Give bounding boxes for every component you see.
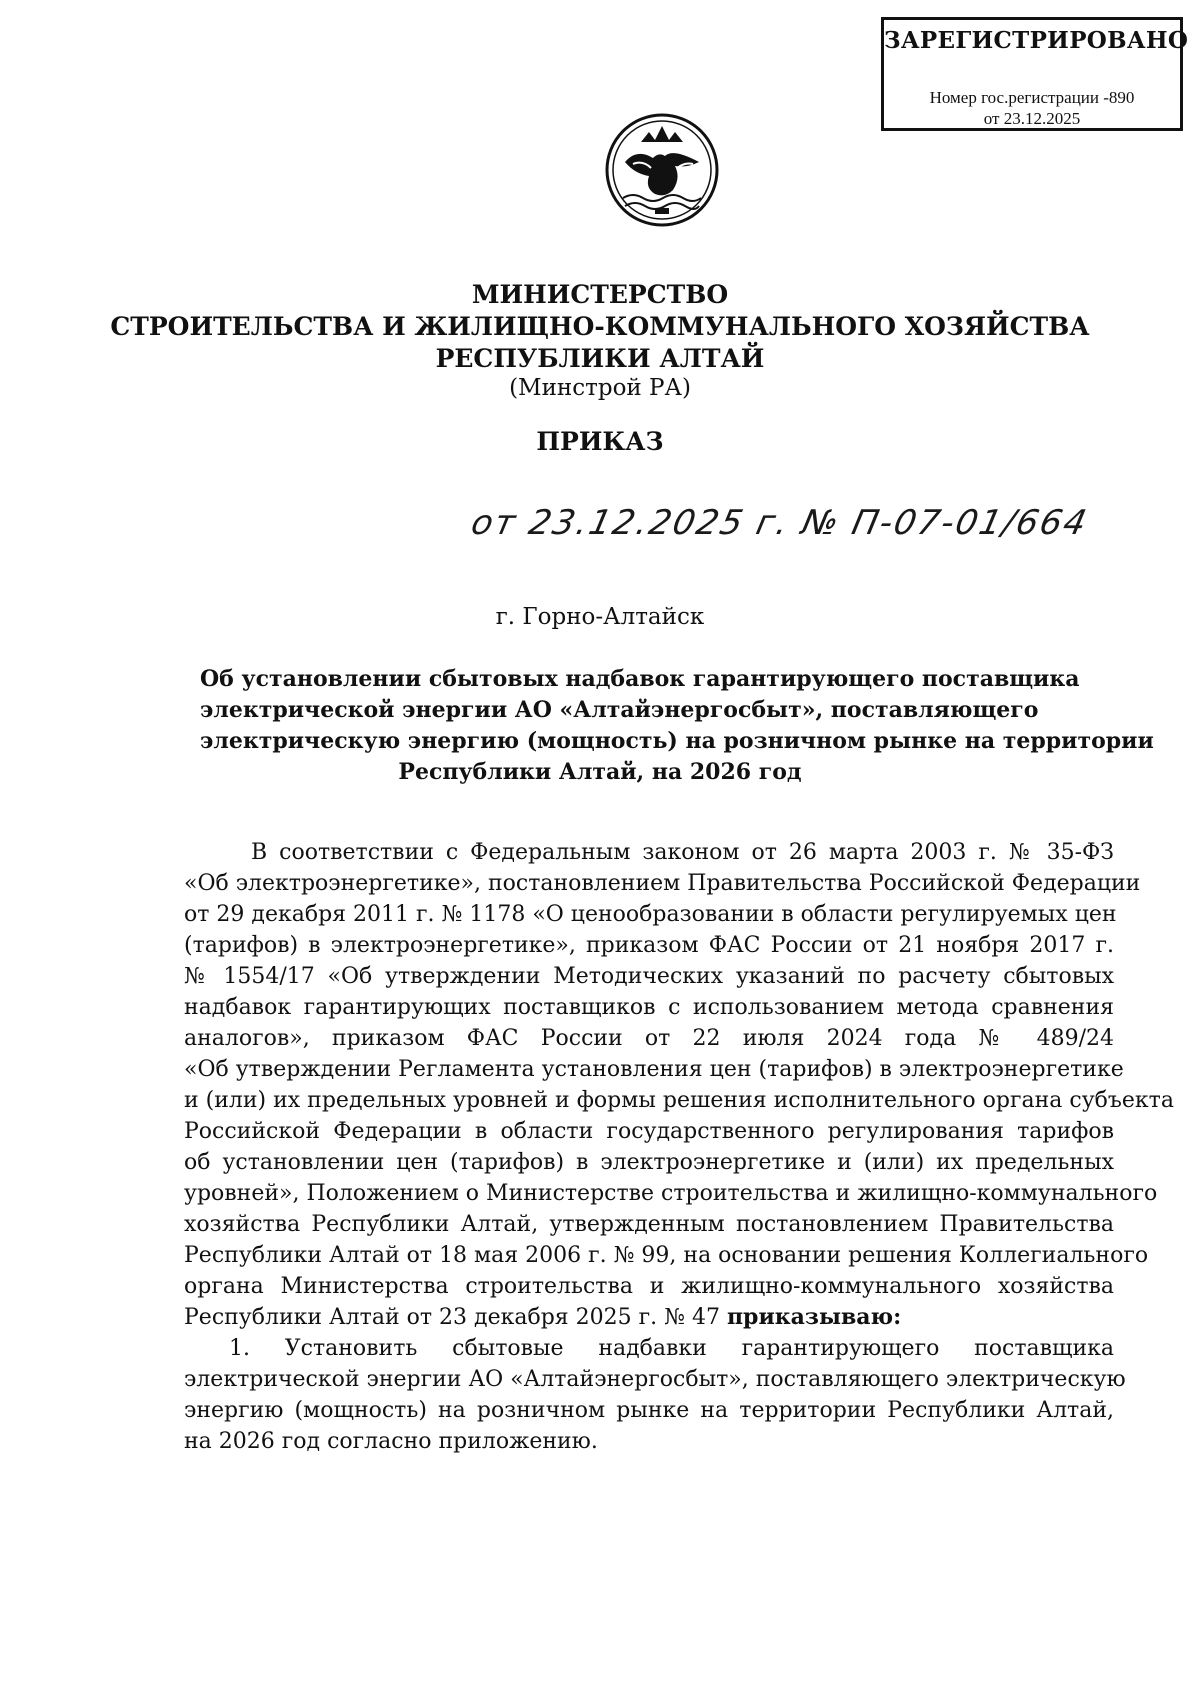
body-line: об установлении цен (тарифов) в электроэнергетике и (или) их предельных	[184, 1150, 1114, 1175]
ministry-abbreviation: (Минстрой РА)	[509, 375, 691, 401]
item-line: 1. Установить сбытовые надбавки гарантирующего поставщика	[229, 1336, 1114, 1361]
body-line: «Об электроэнергетике», постановлением Правительства Российской Федерации	[184, 871, 1141, 896]
coat-of-arms-icon	[603, 112, 721, 228]
stamp-title: ЗАРЕГИСТРИРОВАНО	[884, 27, 1189, 54]
body-line-final	[184, 1302, 1114, 1333]
document-type: ПРИКАЗ	[536, 427, 664, 456]
item-line: электрической энергии АО «Алтайэнергосбыт», поставляющего электрическую	[184, 1367, 1126, 1392]
body-line: Республики Алтай от 18 мая 2006 г. № 99, на основании решения Коллегиального	[184, 1243, 1149, 1268]
ministry-name: СТРОИТЕЛЬСТВА И ЖИЛИЩНО-КОММУНАЛЬНОГО ХОЗЯЙСТВА	[110, 312, 1090, 341]
body-line: аналогов», приказом ФАС России от 22 июля 2024 года № 489/24	[184, 1026, 1114, 1051]
body-line: от 29 декабря 2011 г. № 1178 «О ценообразовании в области регулируемых цен	[184, 902, 1117, 927]
body-line: и (или) их предельных уровней и формы решения исполнительного органа субъекта	[184, 1088, 1174, 1113]
order-title	[200, 664, 1154, 788]
order-body	[184, 837, 1174, 1457]
ministry-region: РЕСПУБЛИКИ АЛТАЙ	[435, 344, 765, 373]
body-last-line-text: Республики Алтай от 23 декабря 2025 г. № 47	[184, 1305, 720, 1330]
order-title-line: электрическую энергию (мощность) на розничном рынке на территории	[200, 728, 1154, 754]
order-title-line: Республики Алтай, на 2026 год	[398, 759, 802, 785]
order-title-line: электрической энергии АО «Алтайэнергосбыт», поставляющего	[200, 697, 1039, 723]
body-line: «Об утверждении Регламента установления цен (тарифов) в электроэнергетике	[184, 1057, 1124, 1082]
registration-stamp	[881, 17, 1189, 131]
item-line: на 2026 год согласно приложению.	[184, 1429, 598, 1454]
body-line: органа Министерства строительства и жилищно-коммунального хозяйства	[184, 1274, 1114, 1299]
ministry-title: МИНИСТЕРСТВО	[471, 280, 729, 309]
city: г. Горно-Алтайск	[495, 604, 705, 630]
body-line: уровней», Положением о Министерстве строительства и жилищно-коммунального	[184, 1181, 1158, 1206]
body-line: № 1554/17 «Об утверждении Методических указаний по расчету сбытовых	[184, 964, 1114, 989]
stamp-registration-number: Номер гос.регистрации -890	[929, 88, 1135, 107]
stamp-registration-date: от 23.12.2025	[983, 109, 1081, 128]
order-word: приказываю:	[726, 1304, 902, 1330]
order-title-line: Об установлении сбытовых надбавок гарантирующего поставщика	[200, 666, 1080, 692]
handwritten-date-number: от 23.12.2025 г. № П-07-01/664	[467, 503, 1092, 543]
body-line: надбавок гарантирующих поставщиков с использованием метода сравнения	[184, 995, 1114, 1020]
body-line: В соответствии с Федеральным законом от 26 марта 2003 г. № 35-ФЗ	[251, 840, 1114, 865]
item-line: энергию (мощность) на розничном рынке на территории Республики Алтай,	[184, 1398, 1114, 1423]
body-line: хозяйства Республики Алтай, утвержденным постановлением Правительства	[184, 1212, 1114, 1237]
body-line: (тарифов) в электроэнергетике», приказом ФАС России от 21 ноября 2017 г.	[184, 933, 1114, 958]
body-line: Российской Федерации в области государственного регулирования тарифов	[184, 1119, 1114, 1144]
